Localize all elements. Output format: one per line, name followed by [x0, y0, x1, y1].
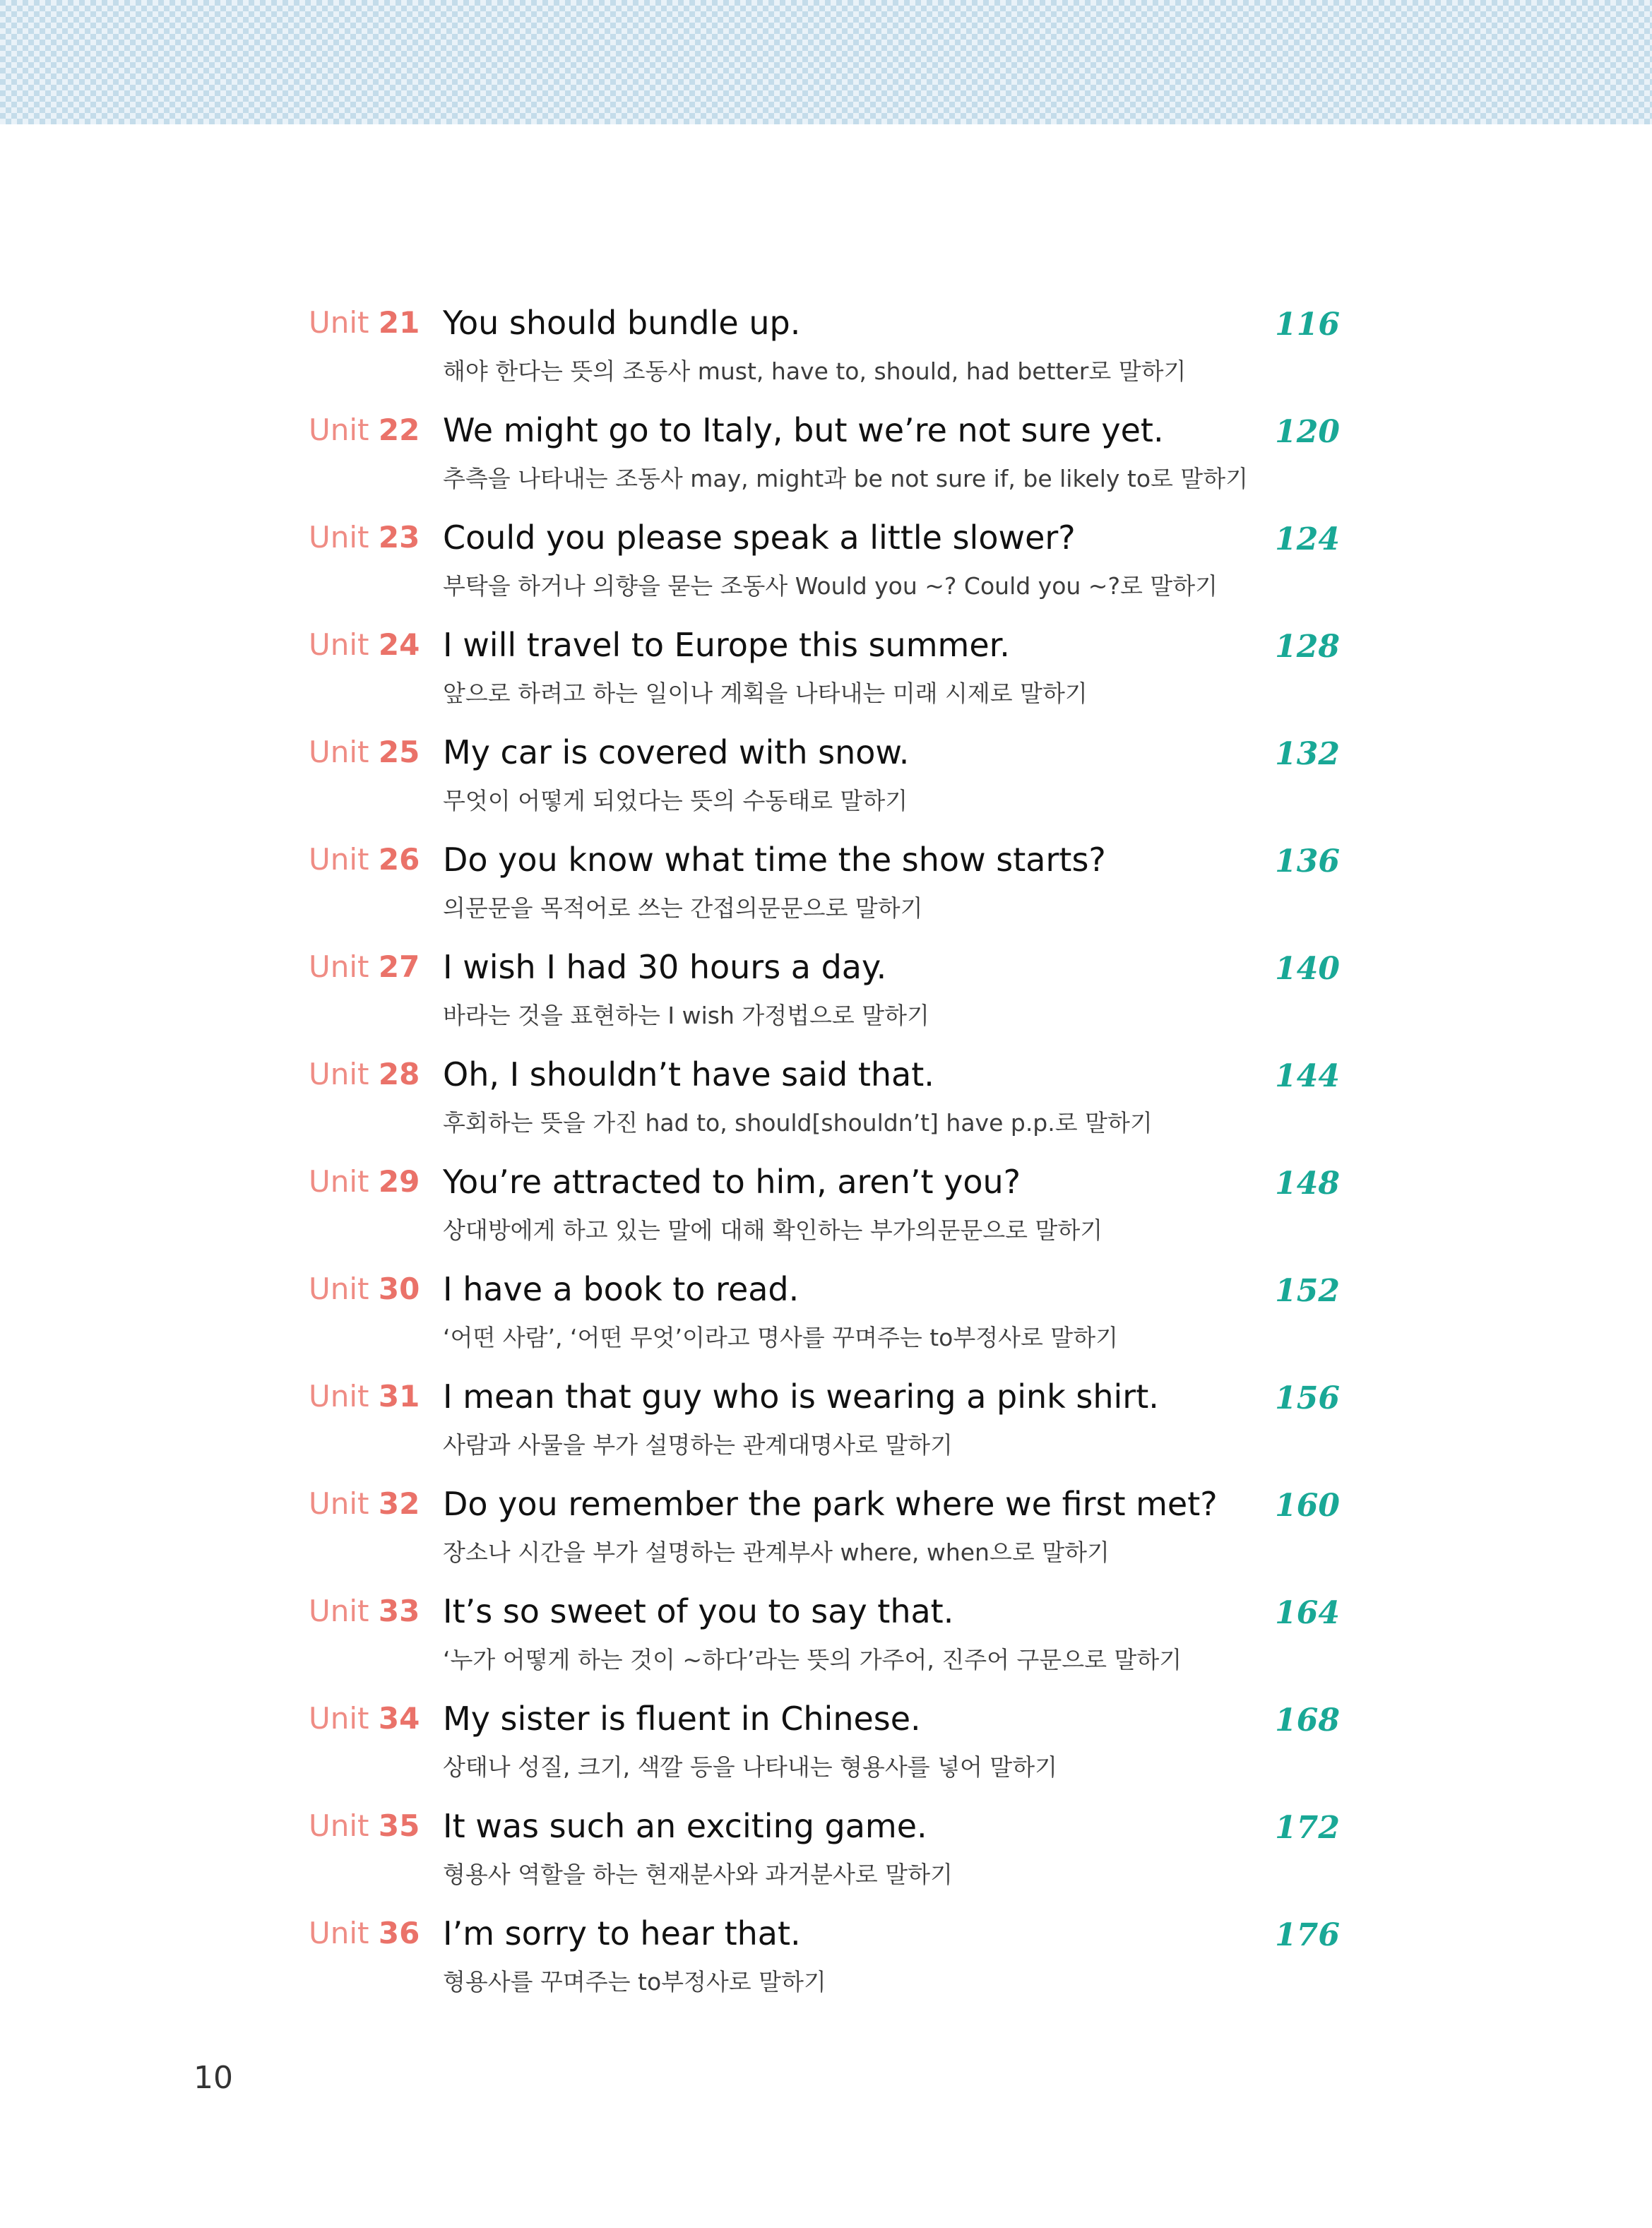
- entry-description: 해야 한다는 뜻의 조동사 must, have to, should, had better로 말하기: [443, 357, 1187, 385]
- header-pattern-band: [0, 0, 1652, 124]
- entry-title: I mean that guy who is wearing a pink shirt.: [443, 1377, 1159, 1416]
- entry-page-number: 124: [1275, 521, 1340, 557]
- toc-entry[interactable]: [309, 622, 1340, 729]
- unit-word: Unit: [309, 1808, 369, 1843]
- unit-number: 22: [378, 413, 420, 447]
- unit-label: [309, 1594, 420, 1628]
- entry-title: Oh, I shouldn’t have said that.: [443, 1055, 934, 1094]
- entry-title: We might go to Italy, but we’re not sure yet.: [443, 411, 1164, 449]
- unit-word: Unit: [309, 627, 369, 662]
- entry-page-number: 116: [1275, 307, 1340, 343]
- toc-entry[interactable]: [309, 944, 1340, 1051]
- entry-page-number: 168: [1275, 1702, 1340, 1738]
- unit-label: [309, 1379, 420, 1414]
- unit-word: Unit: [309, 520, 369, 555]
- unit-word: Unit: [309, 305, 369, 340]
- entry-page-number: 136: [1275, 843, 1340, 879]
- table-of-contents: [309, 300, 1340, 2017]
- unit-word: Unit: [309, 1701, 369, 1736]
- unit-number: 21: [378, 305, 420, 340]
- unit-label: [309, 305, 420, 340]
- unit-label: [309, 1272, 420, 1306]
- page-number: 10: [194, 2060, 233, 2096]
- unit-word: Unit: [309, 735, 369, 769]
- entry-page-number: 156: [1275, 1380, 1340, 1416]
- entry-description: ‘누가 어떻게 하는 것이 ~하다’라는 뜻의 가주어, 진주어 구문으로 말하기: [443, 1646, 1182, 1673]
- toc-entry[interactable]: [309, 729, 1340, 836]
- entry-description: 형용사를 꾸며주는 to부정사로 말하기: [443, 1968, 826, 1996]
- entry-title: You’re attracted to him, aren’t you?: [443, 1163, 1021, 1201]
- entry-page-number: 144: [1275, 1058, 1340, 1094]
- unit-word: Unit: [309, 1916, 369, 1950]
- entry-description: 사람과 사물을 부가 설명하는 관계대명사로 말하기: [443, 1431, 953, 1459]
- unit-label: [309, 1808, 420, 1843]
- entry-title: I wish I had 30 hours a day.: [443, 948, 887, 986]
- unit-number: 29: [378, 1164, 420, 1199]
- unit-label: [309, 1486, 420, 1521]
- entry-title: I have a book to read.: [443, 1270, 800, 1308]
- entry-title: I will travel to Europe this summer.: [443, 626, 1010, 664]
- entry-description: 추측을 나타내는 조동사 may, might과 be not sure if, be likely to로 말하기: [443, 465, 1249, 492]
- entry-title: It was such an exciting game.: [443, 1807, 927, 1845]
- unit-number: 28: [378, 1057, 420, 1091]
- entry-page-number: 152: [1275, 1273, 1340, 1309]
- unit-word: Unit: [309, 842, 369, 877]
- unit-word: Unit: [309, 1272, 369, 1306]
- entry-page-number: 128: [1275, 629, 1340, 665]
- entry-title: My car is covered with snow.: [443, 733, 910, 771]
- toc-entry[interactable]: [309, 1803, 1340, 1910]
- toc-entry[interactable]: [309, 407, 1340, 514]
- entry-page-number: 176: [1275, 1917, 1340, 1953]
- entry-page-number: 172: [1275, 1810, 1340, 1846]
- entry-title: It’s so sweet of you to say that.: [443, 1592, 954, 1630]
- entry-description: 무엇이 어떻게 되었다는 뜻의 수동태로 말하기: [443, 787, 908, 814]
- unit-number: 25: [378, 735, 420, 769]
- entry-page-number: 164: [1275, 1595, 1340, 1631]
- unit-word: Unit: [309, 949, 369, 984]
- entry-description: 후회하는 뜻을 가진 had to, should[shouldn’t] have p.p.로 말하기: [443, 1109, 1153, 1137]
- unit-number: 32: [378, 1486, 420, 1521]
- unit-word: Unit: [309, 1164, 369, 1199]
- unit-word: Unit: [309, 1379, 369, 1414]
- unit-number: 30: [378, 1272, 420, 1306]
- unit-number: 26: [378, 842, 420, 877]
- unit-label: [309, 735, 420, 769]
- unit-label: [309, 842, 420, 877]
- entry-description: 앞으로 하려고 하는 일이나 계획을 나타내는 미래 시제로 말하기: [443, 680, 1088, 707]
- entry-description: 의문문을 목적어로 쓰는 간접의문문으로 말하기: [443, 894, 923, 922]
- toc-entry[interactable]: [309, 514, 1340, 622]
- entry-description: 상태나 성질, 크기, 색깔 등을 나타내는 형용사를 넣어 말하기: [443, 1753, 1057, 1781]
- entry-page-number: 148: [1275, 1166, 1340, 1202]
- toc-entry[interactable]: [309, 1588, 1340, 1695]
- unit-number: 34: [378, 1701, 420, 1736]
- unit-number: 31: [378, 1379, 420, 1414]
- unit-label: [309, 627, 420, 662]
- toc-entry[interactable]: [309, 1266, 1340, 1373]
- entry-description: 상대방에게 하고 있는 말에 대해 확인하는 부가의문문으로 말하기: [443, 1216, 1103, 1244]
- unit-word: Unit: [309, 1486, 369, 1521]
- unit-number: 35: [378, 1808, 420, 1843]
- unit-number: 36: [378, 1916, 420, 1950]
- entry-title: My sister is fluent in Chinese.: [443, 1700, 921, 1738]
- unit-label: [309, 413, 420, 447]
- unit-word: Unit: [309, 1594, 369, 1628]
- unit-label: [309, 1701, 420, 1736]
- unit-number: 23: [378, 520, 420, 555]
- unit-word: Unit: [309, 413, 369, 447]
- unit-label: [309, 949, 420, 984]
- entry-description: 바라는 것을 표현하는 I wish 가정법으로 말하기: [443, 1002, 929, 1029]
- unit-label: [309, 1057, 420, 1091]
- entry-title: Do you know what time the show starts?: [443, 841, 1106, 879]
- toc-entry[interactable]: [309, 300, 1340, 407]
- entry-title: I’m sorry to hear that.: [443, 1914, 801, 1953]
- toc-entry[interactable]: [309, 1159, 1340, 1266]
- entry-title: Could you please speak a little slower?: [443, 519, 1076, 557]
- entry-page-number: 160: [1275, 1488, 1340, 1524]
- toc-entry[interactable]: [309, 1373, 1340, 1481]
- unit-word: Unit: [309, 1057, 369, 1091]
- entry-title: You should bundle up.: [443, 304, 801, 342]
- unit-number: 33: [378, 1594, 420, 1628]
- toc-entry[interactable]: [309, 836, 1340, 944]
- toc-entry[interactable]: [309, 1051, 1340, 1159]
- entry-page-number: 132: [1275, 736, 1340, 772]
- unit-number: 27: [378, 949, 420, 984]
- toc-entry[interactable]: [309, 1695, 1340, 1803]
- unit-label: [309, 1164, 420, 1199]
- unit-label: [309, 1916, 420, 1950]
- unit-number: 24: [378, 627, 420, 662]
- entry-description: ‘어떤 사람’, ‘어떤 무엇’이라고 명사를 꾸며주는 to부정사로 말하기: [443, 1324, 1118, 1351]
- unit-label: [309, 520, 420, 555]
- entry-page-number: 140: [1275, 951, 1340, 987]
- toc-entry[interactable]: [309, 1910, 1340, 2017]
- entry-description: 장소나 시간을 부가 설명하는 관계부사 where, when으로 말하기: [443, 1539, 1110, 1566]
- entry-page-number: 120: [1275, 414, 1340, 450]
- entry-description: 형용사 역할을 하는 현재분사와 과거분사로 말하기: [443, 1861, 953, 1888]
- toc-entry[interactable]: [309, 1481, 1340, 1588]
- entry-title: Do you remember the park where we first met?: [443, 1485, 1218, 1523]
- entry-description: 부탁을 하거나 의향을 묻는 조동사 Would you ~? Could you ~?로 말하기: [443, 572, 1218, 600]
